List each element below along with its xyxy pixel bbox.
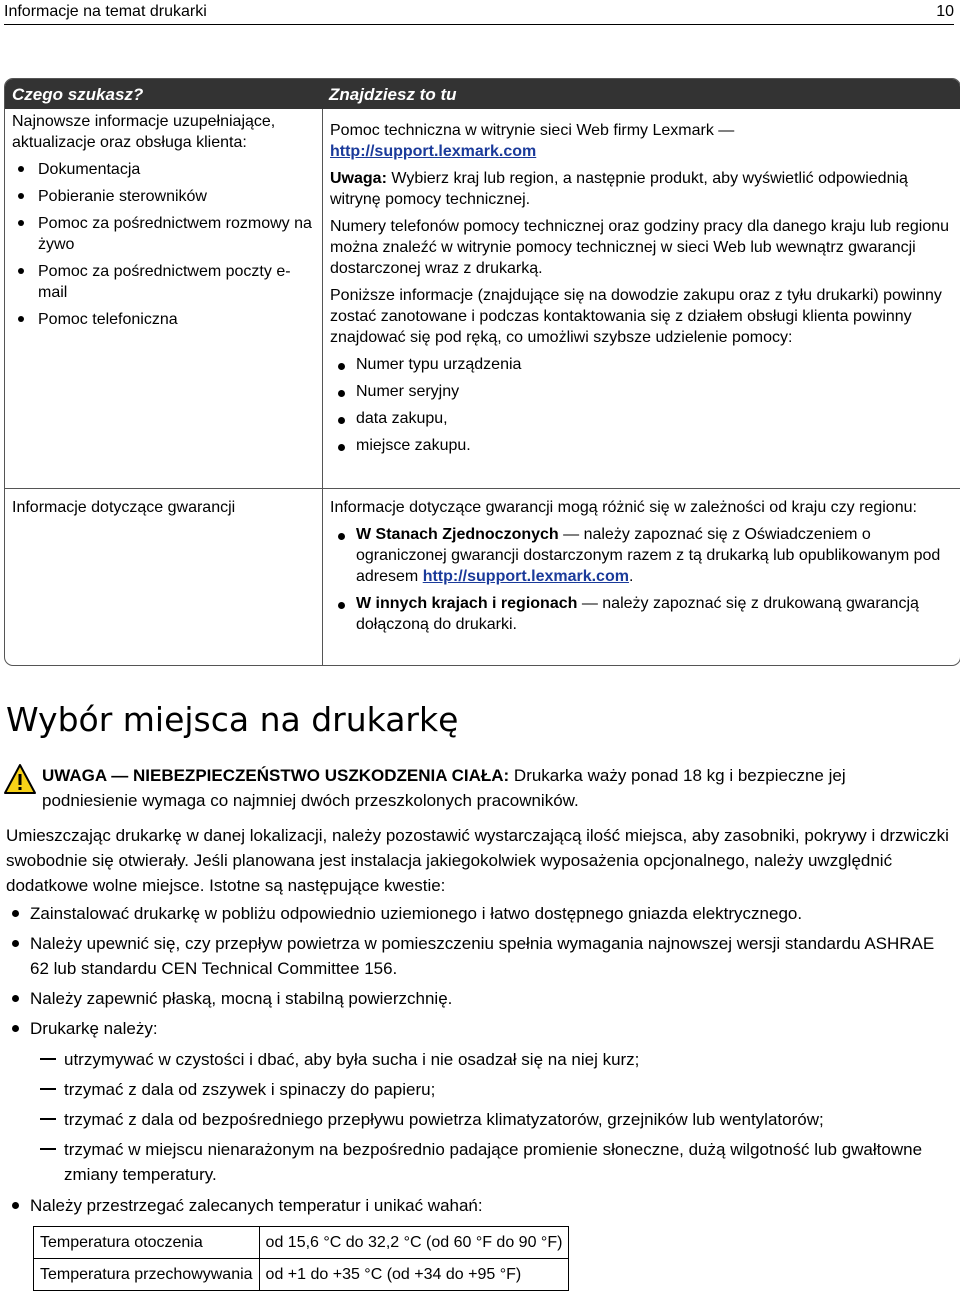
table-row — [34, 1227, 569, 1259]
list-item: Należy zapewnić płaską, mocną i stabilną powierzchnię. — [4, 986, 954, 1011]
table-header-row — [5, 79, 960, 109]
us-end: . — [628, 568, 634, 585]
list-item: Pomoc za pośrednictwem poczty e-mail — [12, 261, 317, 303]
page-header — [4, 0, 954, 25]
list-item: Dokumentacja — [12, 159, 317, 180]
list-item — [330, 524, 955, 587]
list-item: Pobieranie sterowników — [12, 186, 317, 207]
list-item — [330, 593, 955, 635]
warranty-label: Informacje dotyczące gwarancji — [12, 499, 236, 516]
list-item: Drukarkę należy: — [4, 1016, 954, 1041]
list-item: miejsce zakupu. — [330, 435, 955, 456]
info-table — [4, 78, 960, 666]
placement-list — [4, 901, 954, 1046]
row1-left-intro: Najnowsze informacje uzupełniające, aktualizacje oraz obsługa klienta: — [12, 113, 276, 151]
page-number: 10 — [936, 3, 954, 20]
row1-left — [12, 111, 317, 330]
support-web-line: Pomoc techniczna w witrynie sieci Web firmy Lexmark — — [330, 122, 735, 139]
list-item: data zakupu, — [330, 408, 955, 429]
list-item: Należy przestrzegać zalecanych temperatur i unikać wahań: — [4, 1193, 954, 1218]
info-text: Poniższe informacje (znajdujące się na dowodzie zakupu oraz z tyłu drukarki) powinny zostać zanotowane i podczas kontaktowania się z działem obsługi klienta powinny znajdować się pod ręką, co umożliwi szybsze udzielenie pomocy: — [330, 287, 942, 346]
list-item: Należy upewnić się, czy przepływ powietrza w pomieszczeniu spełnia wymagania najnowszej wersji standardu ASHRAE 62 lub standardu CEN Technical Committee 156. — [4, 931, 954, 981]
list-item: utrzymywać w czystości i dbać, aby była sucha i nie osadzał się na niej kurz; — [4, 1047, 954, 1072]
list-item: Numer seryjny — [330, 381, 955, 402]
warranty-link[interactable]: http://support.lexmark.com — [422, 568, 629, 585]
other-bold: W innych krajach i regionach — [356, 595, 578, 612]
temp-label: Temperatura otoczenia — [34, 1227, 260, 1259]
support-list — [12, 159, 317, 330]
warning-text — [42, 763, 942, 813]
column-divider — [322, 109, 323, 665]
placement-sublist — [4, 1047, 954, 1187]
table-row — [34, 1259, 569, 1291]
note-label: Uwaga: — [330, 170, 387, 187]
list-item: Pomoc telefoniczna — [12, 309, 317, 330]
list-item: trzymać z dala od bezpośredniego przepływu powietrza klimatyzatorów, grzejników lub wentylatorów; — [4, 1107, 954, 1132]
info-list — [330, 354, 955, 456]
note-text: Wybierz kraj lub region, a następnie produkt, aby wyświetlić odpowiednią witrynę pomocy technicznej. — [330, 170, 908, 208]
temp-label: Temperatura przechowywania — [34, 1259, 260, 1291]
header-title: Informacje na temat drukarki — [4, 3, 207, 20]
warning-icon — [3, 763, 37, 795]
warranty-intro: Informacje dotyczące gwarancji mogą różnić się w zależności od kraju czy regionu: — [330, 499, 917, 516]
col2-header: Znajdziesz to tu — [329, 85, 457, 104]
phones-text: Numery telefonów pomocy technicznej oraz godziny pracy dla danego kraju lub regionu można znaleźć w witrynie pomocy technicznej w sieci Web lub wewnątrz gwarancji dostarczonej wraz z drukarką. — [330, 218, 950, 277]
row2-right — [330, 497, 955, 635]
warning-label: UWAGA — NIEBEZPIECZEŃSTWO USZKODZENIA CIAŁA: — [42, 766, 510, 785]
list-item: trzymać w miejscu nienarażonym na bezpośrednio padające promienie słoneczne, dużą wilgotność lub gwałtowne zmiany temperatury. — [4, 1137, 954, 1187]
section-title: Wybór miejsca na drukarkę — [6, 700, 459, 739]
us-bold: W Stanach Zjednoczonych — [356, 526, 559, 543]
row-divider — [5, 488, 960, 489]
row1-right — [330, 120, 955, 456]
temp-value: od +1 do +35 °C (od +34 do +95 °F) — [259, 1259, 569, 1291]
temperature-table — [33, 1226, 569, 1291]
support-link[interactable]: http://support.lexmark.com — [330, 143, 537, 160]
temp-value: od 15,6 °C do 32,2 °C (od 60 °F do 90 °F) — [259, 1227, 569, 1259]
list-item: trzymać z dala od zszywek i spinaczy do papieru; — [4, 1077, 954, 1102]
warning-body: Drukarka waży ponad 18 kg i bezpieczne jej podniesienie wymaga co najmniej dwóch przeszkolonych pracowników. — [42, 766, 846, 810]
list-item: Pomoc za pośrednictwem rozmowy na żywo — [12, 213, 317, 255]
warranty-list — [330, 524, 955, 635]
note — [330, 168, 955, 210]
other-text: — należy zapoznać się z drukowaną gwarancją dołączoną do drukarki. — [356, 595, 919, 633]
col1-header: Czego szukasz? — [12, 85, 144, 104]
temperature-bullet — [4, 1193, 954, 1218]
list-item: Zainstalować drukarkę w pobliżu odpowiednio uziemionego i łatwo dostępnego gniazda elektrycznego. — [4, 901, 954, 926]
placement-paragraph: Umieszczając drukarkę w danej lokalizacji, należy pozostawić wystarczającą ilość miejsca, aby zasobniki, pokrywy i drzwiczki swobodnie się otwierały. Jeśli planowana jest instalacja jakiegokolwiek wyposażenia opcjonalnego, należy uwzględnić dodatkowe wolne miejsce. Istotne są następujące kwestie: — [6, 826, 949, 895]
us-text: — należy zapoznać się z Oświadczeniem o ograniczonej gwarancji dostarczonym razem z tą drukarką lub opublikowanym pod adresem — [356, 526, 941, 585]
list-item: Numer typu urządzenia — [330, 354, 955, 375]
